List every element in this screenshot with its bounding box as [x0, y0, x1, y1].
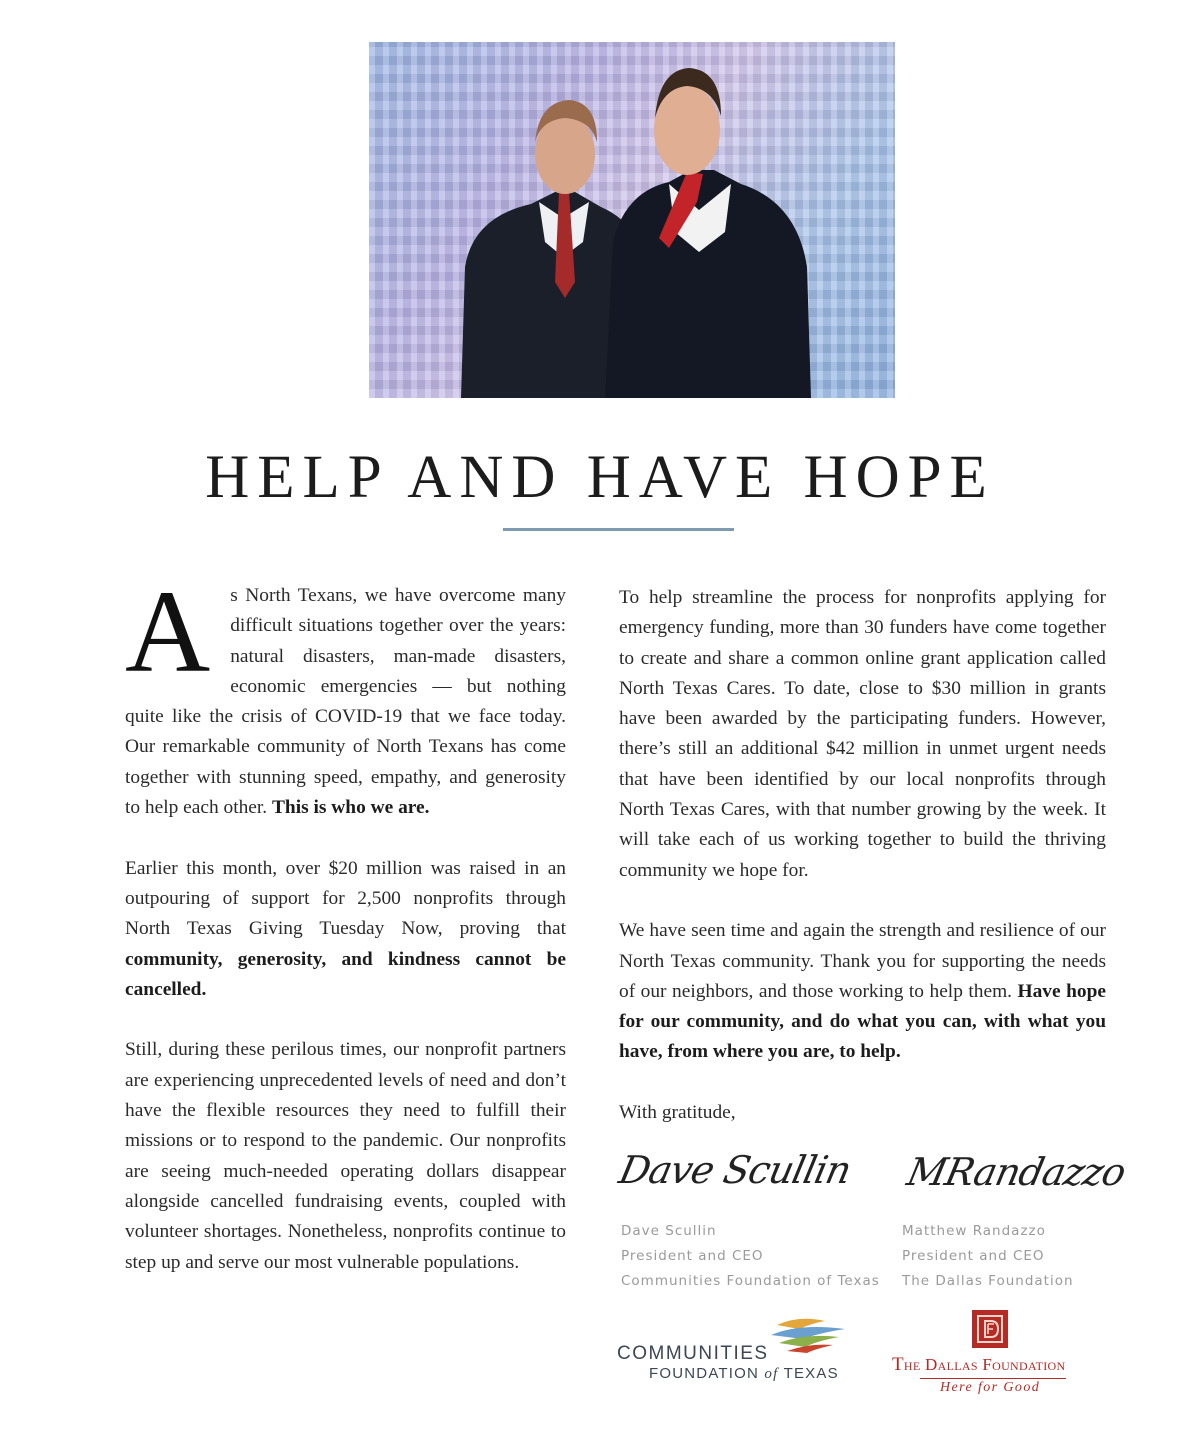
signer-name: Matthew Randazzo — [902, 1223, 1046, 1239]
communities-foundation-logo — [617, 1315, 847, 1385]
cft-name-line1: COMMUNITIES — [617, 1343, 769, 1364]
letter-paragraph — [125, 566, 566, 823]
drop-cap: A — [125, 566, 211, 697]
signature-matthew-randazzo: MRandazzo — [903, 1150, 1130, 1194]
page-title: HELP AND HAVE HOPE — [205, 444, 995, 511]
title-underline — [503, 528, 734, 531]
signer-name: Dave Scullin — [621, 1223, 717, 1239]
letter-paragraph — [619, 916, 1106, 1067]
paragraph-run: Still, during these perilous times, our nonprofit partners are experiencing unprecedented levels of need and don’t have the flexible resources they need to fulfill their missions or to respond to the pandemic. Our nonprofits are seeing much-needed operating dollars disappear alongside cancelled fundraising events, coupled with volunteer shortages. Nonetheless, nonprofits continue to step up and serve our most vulnerable populations. — [125, 1039, 566, 1273]
cft-word: TEXAS — [778, 1365, 839, 1382]
signer-block-dave — [621, 1219, 880, 1294]
letter-left-column — [125, 566, 566, 1308]
two-men-silhouette-icon — [369, 42, 895, 398]
letter-right-column — [619, 583, 1106, 1128]
letter-paragraph — [125, 854, 566, 1005]
signer-block-matthew — [902, 1219, 1074, 1294]
signer-org: The Dallas Foundation — [902, 1273, 1074, 1289]
signer-title: President and CEO — [621, 1248, 764, 1264]
df-monogram-icon — [972, 1310, 1008, 1348]
paragraph-run-bold: community, generosity, and kindness cannot be cancelled. — [125, 948, 566, 1000]
flowing-ribbons-icon — [769, 1315, 847, 1355]
cft-word: FOUNDATION — [649, 1365, 765, 1382]
signer-org: Communities Foundation of Texas — [621, 1273, 880, 1289]
paragraph-run-bold: Have hope for our community, and do what you can, with what you have, from where you are, to help. — [619, 980, 1106, 1063]
dallas-foundation-logo — [890, 1310, 1090, 1395]
letter-closing: With gratitude, — [619, 1102, 736, 1124]
paragraph-run: Earlier this month, over $20 million was raised in an outpouring of support for 2,500 nonprofits through North Texas Giving Tuesday Now, proving that — [125, 857, 566, 940]
tdf-tagline: Here for Good — [940, 1380, 1041, 1395]
tdf-name: The Dallas Foundation — [892, 1354, 1066, 1375]
portrait-photo — [369, 42, 895, 398]
paragraph-run: To help streamline the process for nonprofits applying for emergency funding, more than 30 funders have come together to create and share a common online grant application called North Texas Cares. To date, close to $30 million in grants have been awarded by the participating funders. However, there’s still an additional $42 million in unmet urgent needs that have been identified by our local nonprofits through North Texas Cares, with that number growing by the week. It will take each of us working together to build the thriving community we hope for. — [619, 587, 1106, 881]
paragraph-run: s North Texans, we have overcome many difficult situations together over the years: natural disasters, man-made disasters, economic emergencies — but nothing quite like the crisis of COVID-19 that we face today. Our remarkable community of North Texans has come together with stunning speed, empathy, and generosity to help each other. — [125, 585, 566, 819]
letter-paragraph — [125, 1035, 566, 1277]
signature-dave-scullin: Dave Scullin — [615, 1148, 855, 1192]
tdf-divider — [920, 1378, 1066, 1379]
letter-paragraph — [619, 583, 1106, 886]
cft-of: of — [764, 1366, 779, 1382]
paragraph-run-bold: This is who we are. — [272, 797, 430, 819]
signer-title: President and CEO — [902, 1248, 1045, 1264]
cft-name-line2 — [649, 1365, 839, 1383]
paragraph-run: We have seen time and again the strength and resilience of our North Texas community. Thank you for supporting the needs of our neighbors, and those working to help them. — [619, 920, 1106, 1002]
